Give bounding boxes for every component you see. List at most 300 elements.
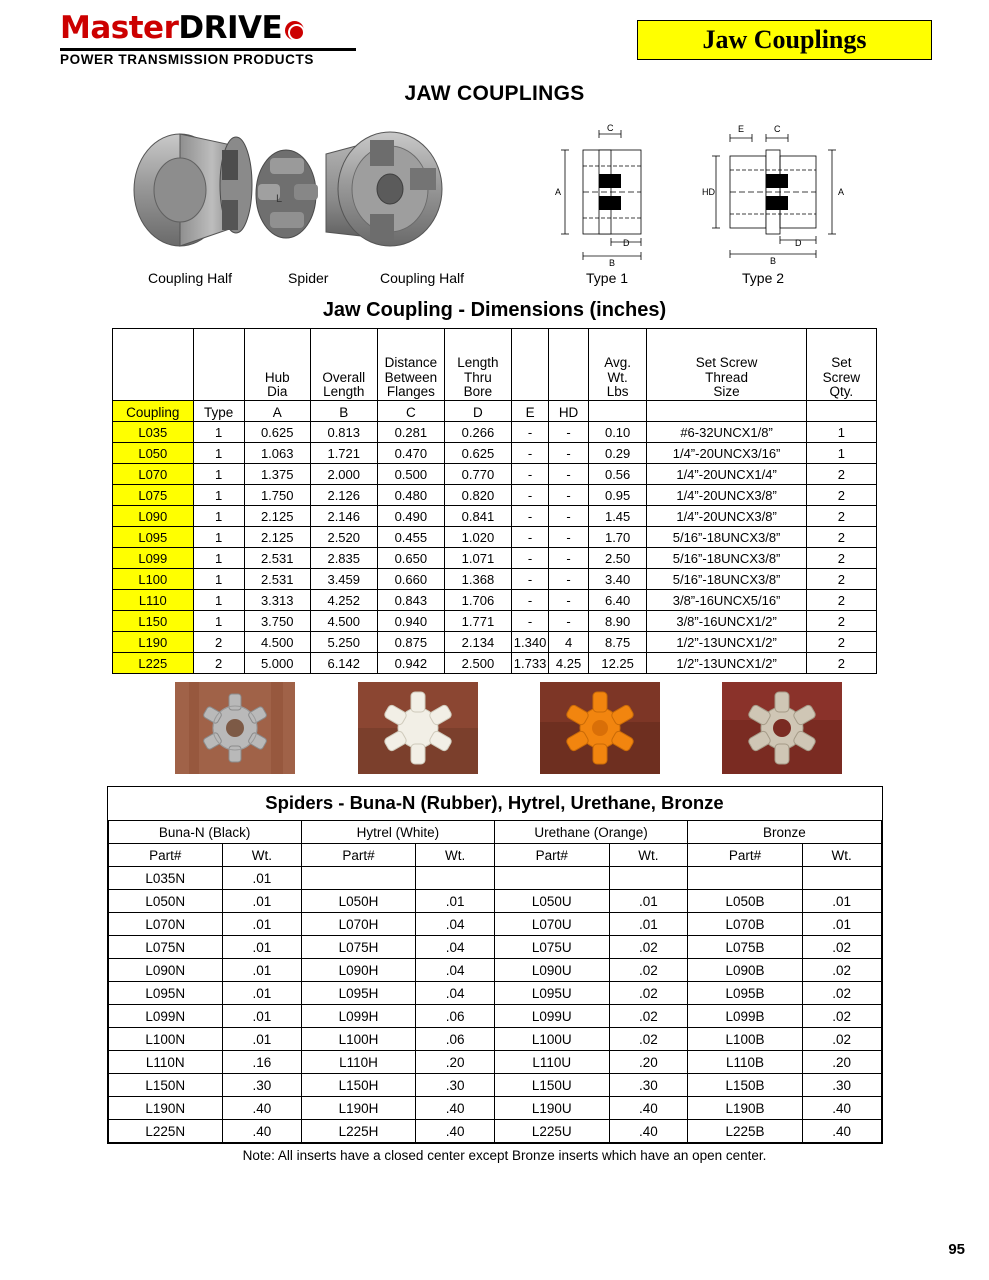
spider-weight-cell: [416, 867, 495, 890]
spiders-table-body: [108, 867, 881, 1143]
table-cell: 2: [806, 569, 876, 590]
spider-part-cell: L090B: [688, 959, 803, 982]
table-cell: 8.90: [588, 611, 647, 632]
spider-photo-urethane-orange: [540, 682, 660, 774]
logo-drive-text: DRIVE: [178, 10, 283, 46]
table-cell: 12.25: [588, 653, 647, 674]
svg-text:E: E: [738, 124, 745, 134]
dimensions-table-body: [113, 422, 877, 674]
table-row: [113, 422, 877, 443]
table-cell: 2.126: [310, 485, 377, 506]
spider-weight-cell: .04: [416, 913, 495, 936]
spiders-material-urethane: Urethane (Orange): [494, 821, 687, 844]
spider-weight-cell: .01: [223, 1005, 302, 1028]
table-cell: 2: [193, 632, 244, 653]
spider-weight-cell: .02: [609, 1028, 688, 1051]
table-cell: 0.500: [377, 464, 444, 485]
spider-part-cell: L190N: [108, 1097, 223, 1120]
table-cell: -: [511, 548, 549, 569]
type2-caption: Type 2: [742, 270, 785, 286]
table-row: [108, 1097, 881, 1120]
spider-weight-cell: .40: [609, 1097, 688, 1120]
spider-weight-cell: .02: [609, 959, 688, 982]
spiders-header-wt-1: Wt.: [223, 844, 302, 867]
table-cell: 0.942: [377, 653, 444, 674]
dim-group-overall-length: Overall Length: [310, 329, 377, 401]
dim-header-b: B: [310, 401, 377, 422]
table-cell: 1: [193, 443, 244, 464]
table-cell: 0.266: [445, 422, 512, 443]
table-cell: 0.770: [445, 464, 512, 485]
table-cell: 5.250: [310, 632, 377, 653]
spider-part-cell: L190U: [494, 1097, 609, 1120]
table-note: Note: All inserts have a closed center except Bronze inserts which have an open center.: [242, 1148, 767, 1163]
spider-weight-cell: .40: [802, 1097, 881, 1120]
dim-group-blank2: [193, 329, 244, 401]
dim-group-length-thru-bore: Length Thru Bore: [445, 329, 512, 401]
dim-group-blank1: [113, 329, 194, 401]
spider-photo-bronze: [722, 682, 842, 774]
table-row: [113, 464, 877, 485]
table-row: [113, 506, 877, 527]
table-cell: 1.368: [445, 569, 512, 590]
table-cell: 6.142: [310, 653, 377, 674]
table-cell: 1: [193, 590, 244, 611]
table-cell: 1: [193, 527, 244, 548]
table-row: [113, 569, 877, 590]
svg-text:B: B: [770, 256, 777, 266]
table-cell: 2: [806, 506, 876, 527]
coupling-code-cell: L035: [113, 422, 194, 443]
svg-text:A: A: [838, 187, 845, 197]
table-cell: 1.45: [588, 506, 647, 527]
spider-part-cell: L090N: [108, 959, 223, 982]
caption-coupling-half-right: Coupling Half: [380, 270, 465, 286]
table-cell: 1.733: [511, 653, 549, 674]
spider-part-cell: L110H: [301, 1051, 416, 1074]
table-cell: -: [549, 443, 588, 464]
table-cell: 2: [806, 548, 876, 569]
logo-tagline: POWER TRANSMISSION PRODUCTS: [60, 52, 314, 67]
spider-part-cell: L090H: [301, 959, 416, 982]
spider-weight-cell: .20: [416, 1051, 495, 1074]
table-cell: 0.29: [588, 443, 647, 464]
spider-weight-cell: .40: [802, 1120, 881, 1143]
spider-part-cell: [494, 867, 609, 890]
dim-header-wt: [588, 401, 647, 422]
dim-group-distance-between-flanges: Distance Between Flanges: [377, 329, 444, 401]
svg-text:C: C: [607, 123, 614, 133]
table-cell: 1.020: [445, 527, 512, 548]
table-cell: 1: [193, 422, 244, 443]
table-row: [113, 443, 877, 464]
table-row: [113, 485, 877, 506]
table-cell: 2: [806, 464, 876, 485]
spider-part-cell: L099B: [688, 1005, 803, 1028]
table-cell: 0.875: [377, 632, 444, 653]
spider-part-cell: L090U: [494, 959, 609, 982]
table-cell: -: [511, 527, 549, 548]
table-cell: 0.56: [588, 464, 647, 485]
table-cell: 1.771: [445, 611, 512, 632]
spider-part-cell: L095B: [688, 982, 803, 1005]
table-cell: 4.500: [310, 611, 377, 632]
table-cell: 0.625: [445, 443, 512, 464]
dim-header-screw-qty: [806, 401, 876, 422]
table-row: [113, 590, 877, 611]
spider-weight-cell: .04: [416, 982, 495, 1005]
table-row: [113, 632, 877, 653]
spider-weight-cell: .02: [802, 959, 881, 982]
spider-weight-cell: .01: [223, 982, 302, 1005]
table-cell: -: [549, 506, 588, 527]
table-cell: 2: [806, 527, 876, 548]
table-row: [108, 1120, 881, 1143]
logo-divider: [60, 48, 356, 51]
table-cell: 1: [193, 569, 244, 590]
table-cell: 1/4”-20UNCX1/4”: [647, 464, 806, 485]
table-cell: 1.071: [445, 548, 512, 569]
table-cell: 2.531: [244, 569, 310, 590]
spider-photo-row: [0, 682, 989, 780]
spider-part-cell: L050N: [108, 890, 223, 913]
spider-part-cell: L150B: [688, 1074, 803, 1097]
table-cell: -: [549, 527, 588, 548]
table-cell: -: [549, 569, 588, 590]
dim-header-e: E: [511, 401, 549, 422]
table-cell: 1.70: [588, 527, 647, 548]
table-row: [108, 890, 881, 913]
table-cell: 5.000: [244, 653, 310, 674]
spider-part-cell: L070B: [688, 913, 803, 936]
spider-weight-cell: .02: [802, 1005, 881, 1028]
table-row: [113, 548, 877, 569]
table-cell: 1/4”-20UNCX3/8”: [647, 506, 806, 527]
table-cell: 0.625: [244, 422, 310, 443]
spider-weight-cell: .02: [802, 936, 881, 959]
dim-group-avg-wt: Avg. Wt. Lbs: [588, 329, 647, 401]
spiders-table-title: Spiders - Buna-N (Rubber), Hytrel, Urethane, Bronze: [265, 792, 724, 813]
spider-weight-cell: .40: [416, 1120, 495, 1143]
table-cell: 1.706: [445, 590, 512, 611]
table-cell: 3.459: [310, 569, 377, 590]
type1-caption: Type 1: [586, 270, 629, 286]
table-cell: -: [511, 590, 549, 611]
dim-group-blank4: [549, 329, 588, 401]
table-cell: 1: [193, 548, 244, 569]
spider-part-cell: L100N: [108, 1028, 223, 1051]
table-row: [108, 867, 881, 890]
logo-wordmark: [60, 10, 360, 46]
spider-part-cell: L050U: [494, 890, 609, 913]
table-cell: 2.134: [445, 632, 512, 653]
table-cell: 0.940: [377, 611, 444, 632]
spider-weight-cell: .01: [802, 890, 881, 913]
table-row: [113, 611, 877, 632]
spiders-header-part-2: Part#: [301, 844, 416, 867]
table-cell: 5/16”-18UNCX3/8”: [647, 527, 806, 548]
table-cell: 1: [193, 485, 244, 506]
table-row: [113, 653, 877, 674]
spiders-material-buna-n: Buna-N (Black): [108, 821, 301, 844]
coupling-code-cell: L095: [113, 527, 194, 548]
svg-text:C: C: [774, 124, 781, 134]
table-cell: 2.125: [244, 527, 310, 548]
spider-part-cell: L150U: [494, 1074, 609, 1097]
svg-text:HD: HD: [702, 187, 715, 197]
table-cell: 1.340: [511, 632, 549, 653]
table-cell: 3.313: [244, 590, 310, 611]
table-cell: 1: [193, 464, 244, 485]
spider-photo-bronze-open: [175, 682, 295, 774]
table-cell: 0.480: [377, 485, 444, 506]
spider-weight-cell: .16: [223, 1051, 302, 1074]
coupling-code-cell: L070: [113, 464, 194, 485]
table-cell: 0.95: [588, 485, 647, 506]
spider-weight-cell: .06: [416, 1028, 495, 1051]
spiders-header-part-4: Part#: [688, 844, 803, 867]
spider-part-cell: L095U: [494, 982, 609, 1005]
spider-part-cell: L100U: [494, 1028, 609, 1051]
coupling-code-cell: L110: [113, 590, 194, 611]
spider-part-cell: L070H: [301, 913, 416, 936]
coupling-assembly-photo: [118, 112, 518, 267]
svg-text:D: D: [795, 238, 802, 248]
svg-text:B: B: [609, 258, 616, 266]
table-cell: 1: [193, 611, 244, 632]
spider-part-cell: L035N: [108, 867, 223, 890]
dimensions-table: [112, 328, 877, 674]
spider-weight-cell: .20: [802, 1051, 881, 1074]
spiders-material-bronze: Bronze: [688, 821, 881, 844]
caption-coupling-half-left: Coupling Half: [148, 270, 233, 286]
dim-header-d: D: [445, 401, 512, 422]
table-cell: -: [511, 464, 549, 485]
spider-part-cell: L225B: [688, 1120, 803, 1143]
table-cell: 1.063: [244, 443, 310, 464]
page-title-box: [637, 20, 932, 60]
spider-part-cell: L110N: [108, 1051, 223, 1074]
table-cell: 4: [549, 632, 588, 653]
coupling-code-cell: L190: [113, 632, 194, 653]
table-cell: 0.660: [377, 569, 444, 590]
table-cell: -: [511, 611, 549, 632]
table-cell: -: [549, 590, 588, 611]
spider-part-cell: L110B: [688, 1051, 803, 1074]
spider-part-cell: L075B: [688, 936, 803, 959]
spider-part-cell: L100B: [688, 1028, 803, 1051]
spider-weight-cell: .01: [223, 913, 302, 936]
spider-part-cell: L190B: [688, 1097, 803, 1120]
table-cell: -: [549, 548, 588, 569]
table-cell: 0.490: [377, 506, 444, 527]
spider-weight-cell: .01: [223, 936, 302, 959]
coupling-code-cell: L090: [113, 506, 194, 527]
table-cell: 6.40: [588, 590, 647, 611]
caption-spider: Spider: [288, 270, 329, 286]
table-cell: 1.721: [310, 443, 377, 464]
table-row: [108, 913, 881, 936]
spider-weight-cell: .06: [416, 1005, 495, 1028]
table-cell: 3/8”-16UNCX1/2”: [647, 611, 806, 632]
spider-weight-cell: .30: [223, 1074, 302, 1097]
table-cell: 0.455: [377, 527, 444, 548]
table-cell: 5/16”-18UNCX3/8”: [647, 569, 806, 590]
table-cell: 0.650: [377, 548, 444, 569]
type1-diagram: [545, 116, 680, 271]
dim-group-blank3: [511, 329, 549, 401]
table-cell: -: [549, 422, 588, 443]
table-cell: -: [511, 485, 549, 506]
table-cell: -: [511, 569, 549, 590]
spider-part-cell: L225H: [301, 1120, 416, 1143]
coupling-code-cell: L100: [113, 569, 194, 590]
dim-group-set-screw-qty: Set Screw Qty.: [806, 329, 876, 401]
spider-part-cell: L070U: [494, 913, 609, 936]
spider-weight-cell: .40: [416, 1097, 495, 1120]
spider-weight-cell: .02: [609, 1005, 688, 1028]
spider-weight-cell: .40: [223, 1097, 302, 1120]
table-cell: -: [511, 443, 549, 464]
table-cell: 0.813: [310, 422, 377, 443]
spiders-header-wt-3: Wt.: [609, 844, 688, 867]
spider-part-cell: L050B: [688, 890, 803, 913]
table-cell: 3.750: [244, 611, 310, 632]
table-cell: 1.750: [244, 485, 310, 506]
table-cell: 0.470: [377, 443, 444, 464]
spider-part-cell: L099N: [108, 1005, 223, 1028]
table-cell: 2.835: [310, 548, 377, 569]
table-cell: 0.843: [377, 590, 444, 611]
spider-weight-cell: .01: [609, 890, 688, 913]
spider-part-cell: L225N: [108, 1120, 223, 1143]
dim-group-hub-dia: Hub Dia: [244, 329, 310, 401]
table-cell: 5/16”-18UNCX3/8”: [647, 548, 806, 569]
dim-header-c: C: [377, 401, 444, 422]
spider-weight-cell: .30: [416, 1074, 495, 1097]
spider-photo-hytrel-white: [358, 682, 478, 774]
coupling-code-cell: L050: [113, 443, 194, 464]
page-header: [0, 0, 989, 70]
table-cell: #6-32UNCX1/8”: [647, 422, 806, 443]
table-cell: 0.820: [445, 485, 512, 506]
spider-weight-cell: .02: [609, 982, 688, 1005]
table-cell: 1: [806, 443, 876, 464]
table-cell: 2: [806, 485, 876, 506]
coupling-code-cell: L075: [113, 485, 194, 506]
table-cell: 1/4”-20UNCX3/8”: [647, 485, 806, 506]
spider-weight-cell: [609, 867, 688, 890]
table-cell: -: [511, 506, 549, 527]
spiders-table: [108, 820, 882, 1143]
spider-part-cell: L050H: [301, 890, 416, 913]
table-cell: 2: [806, 632, 876, 653]
table-row: [113, 527, 877, 548]
spider-weight-cell: .02: [802, 1028, 881, 1051]
table-cell: 2: [806, 611, 876, 632]
svg-text:A: A: [555, 187, 562, 197]
spiders-material-hytrel: Hytrel (White): [301, 821, 494, 844]
table-cell: 0.281: [377, 422, 444, 443]
table-row: [108, 1074, 881, 1097]
spiders-header-wt-2: Wt.: [416, 844, 495, 867]
table-cell: 1/2”-13UNCX1/2”: [647, 632, 806, 653]
table-cell: 2.125: [244, 506, 310, 527]
company-logo: [60, 10, 360, 67]
section-title: JAW COUPLINGS: [404, 82, 585, 105]
dim-header-type: Type: [193, 401, 244, 422]
product-photo-row: [0, 112, 989, 297]
spider-part-cell: [301, 867, 416, 890]
table-cell: 2.520: [310, 527, 377, 548]
table-row: [108, 1028, 881, 1051]
table-cell: 2.50: [588, 548, 647, 569]
table-cell: 2.146: [310, 506, 377, 527]
registered-mark-icon: [285, 21, 304, 40]
table-cell: 3/8”-16UNCX5/16”: [647, 590, 806, 611]
spider-part-cell: L070N: [108, 913, 223, 936]
table-cell: 2: [806, 590, 876, 611]
spider-part-cell: L075H: [301, 936, 416, 959]
page-title: Jaw Couplings: [702, 25, 867, 54]
dimensions-header-row: [113, 401, 877, 422]
spider-weight-cell: .01: [223, 867, 302, 890]
logo-master-text: Master: [60, 10, 179, 46]
spiders-material-header-row: [108, 821, 881, 844]
dim-header-hd: HD: [549, 401, 588, 422]
table-row: [108, 982, 881, 1005]
spider-weight-cell: .30: [609, 1074, 688, 1097]
spider-weight-cell: .40: [223, 1120, 302, 1143]
spider-weight-cell: [802, 867, 881, 890]
table-cell: 4.25: [549, 653, 588, 674]
table-row: [108, 1005, 881, 1028]
spiders-sub-header-row: [108, 844, 881, 867]
svg-text:D: D: [623, 238, 630, 248]
spider-weight-cell: .01: [802, 913, 881, 936]
dim-header-a: A: [244, 401, 310, 422]
spiders-header-part-1: Part#: [108, 844, 223, 867]
table-cell: 0.10: [588, 422, 647, 443]
table-cell: 2.531: [244, 548, 310, 569]
dim-header-coupling: Coupling: [113, 401, 194, 422]
spider-part-cell: L075N: [108, 936, 223, 959]
spider-weight-cell: .02: [802, 982, 881, 1005]
spider-weight-cell: .02: [609, 936, 688, 959]
spider-part-cell: L150N: [108, 1074, 223, 1097]
table-row: [108, 936, 881, 959]
table-cell: 1/4”-20UNCX3/16”: [647, 443, 806, 464]
spider-weight-cell: .40: [609, 1120, 688, 1143]
spider-weight-cell: .01: [609, 913, 688, 936]
coupling-code-cell: L150: [113, 611, 194, 632]
spider-part-cell: L150H: [301, 1074, 416, 1097]
spider-part-cell: L075U: [494, 936, 609, 959]
svg-text:L: L: [276, 193, 283, 205]
spider-weight-cell: .01: [223, 1028, 302, 1051]
spider-weight-cell: .04: [416, 936, 495, 959]
spider-part-cell: L095N: [108, 982, 223, 1005]
table-row: [108, 1051, 881, 1074]
table-row: [108, 959, 881, 982]
dimensions-group-header-row: [113, 329, 877, 401]
table-cell: 2.500: [445, 653, 512, 674]
table-cell: 0.841: [445, 506, 512, 527]
dim-group-set-screw-thread-size: Set Screw Thread Size: [647, 329, 806, 401]
table-cell: 1/2”-13UNCX1/2”: [647, 653, 806, 674]
table-cell: -: [549, 464, 588, 485]
table-cell: 1: [806, 422, 876, 443]
